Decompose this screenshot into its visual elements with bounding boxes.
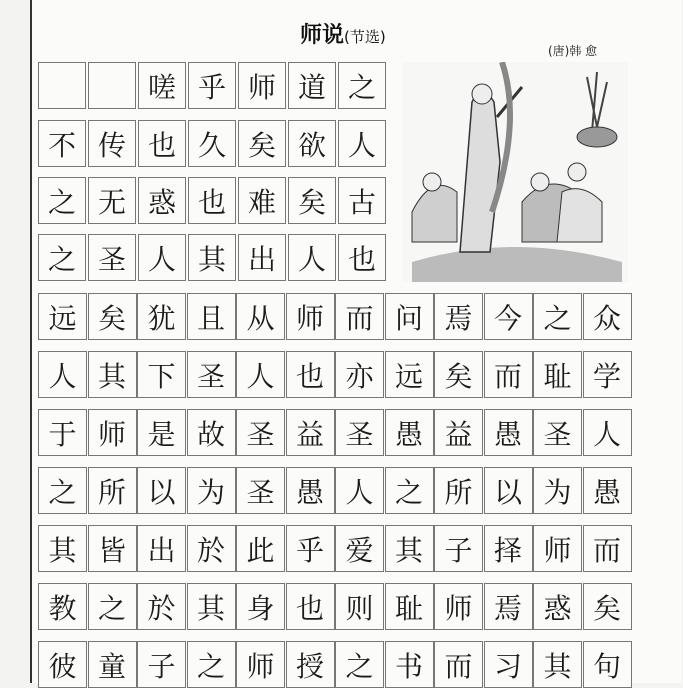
character: 择 [493,533,522,567]
page-title [300,18,386,49]
grid-cell [187,467,236,514]
grid-cell [434,351,483,398]
long-row [38,467,632,514]
grid-cell [286,641,335,688]
character: 师 [246,649,275,683]
grid-cell [236,467,285,514]
long-row [38,583,632,630]
character: 益 [444,417,473,451]
character [39,63,85,108]
grid-cell [533,293,582,340]
grid-cell [187,525,236,572]
character: 也 [147,128,176,162]
grid-cell [286,293,335,340]
character: 矣 [297,185,326,219]
grid-cell [286,409,335,456]
character: 也 [197,185,226,219]
character: 於 [147,591,176,625]
character: 其 [97,359,126,393]
grid-cell [533,467,582,514]
grid-cell [38,234,86,281]
grid-cell [88,234,136,281]
grid-cell [38,62,86,109]
grid-cell [335,641,384,688]
character: 圣 [246,417,275,451]
grid-cell [138,120,186,167]
grid-cell [88,62,136,109]
grid-cell [38,293,87,340]
character: 师 [295,301,324,335]
character: 惑 [543,591,572,625]
grid-cell [434,525,483,572]
grid-cell [335,293,384,340]
long-row [38,525,632,572]
character: 愚 [592,475,621,509]
long-row [38,641,632,688]
grid-cell [484,525,533,572]
character: 惑 [147,185,176,219]
character: 矣 [97,301,126,335]
character: 以 [147,475,176,509]
character: 欲 [297,128,326,162]
character: 圣 [246,475,275,509]
grid-cell [288,234,336,281]
grid-cell [385,525,434,572]
character: 久 [197,128,226,162]
character [89,63,135,108]
character: 而 [444,649,473,683]
grid-cell [335,467,384,514]
grid-cell [533,525,582,572]
grid-cell [236,351,285,398]
character: 焉 [493,591,522,625]
character: 之 [394,475,423,509]
grid-cell [385,583,434,630]
grid-cell [188,234,236,281]
character: 下 [147,359,176,393]
grid-cell [88,641,137,688]
character: 之 [48,475,77,509]
grid-cell [286,525,335,572]
character: 句 [592,649,621,683]
character: 师 [97,417,126,451]
grid-cell [88,120,136,167]
grid-cell [137,293,186,340]
grid-cell [583,641,632,688]
grid-cell [484,583,533,630]
grid-cell [583,351,632,398]
grid-cell [533,409,582,456]
character: 无 [97,185,126,219]
grid-cell [338,234,386,281]
grid-cell [434,641,483,688]
grid-cell [583,409,632,456]
character: 耻 [543,359,572,393]
character: 之 [47,185,76,219]
grid-cell [138,234,186,281]
grid-cell [335,409,384,456]
character: 之 [97,591,126,625]
grid-cell [385,641,434,688]
character: 之 [196,649,225,683]
grid-cell [385,351,434,398]
grid-cell [88,467,137,514]
grid-cell [38,467,87,514]
character: 而 [592,533,621,567]
grid-cell [238,177,286,224]
grid-cell [434,409,483,456]
grid-cell [137,525,186,572]
character: 愚 [493,417,522,451]
short-row [38,120,388,167]
character: 为 [196,475,225,509]
long-row [38,293,632,340]
character: 矣 [592,591,621,625]
character: 人 [48,359,77,393]
character: 其 [394,533,423,567]
grid-cell [484,351,533,398]
character: 愚 [295,475,324,509]
grid-cell [583,467,632,514]
character: 嗟 [147,70,176,104]
character: 是 [147,417,176,451]
grid-cell [236,409,285,456]
character: 爱 [345,533,374,567]
character: 之 [543,301,572,335]
character: 其 [196,591,225,625]
grid-cell [484,293,533,340]
grid-cell [385,293,434,340]
character: 也 [347,242,376,276]
character: 之 [347,70,376,104]
character: 人 [592,417,621,451]
character: 为 [543,475,572,509]
character: 人 [246,359,275,393]
grid-cell [188,62,236,109]
character: 也 [295,359,324,393]
character: 於 [196,533,225,567]
grid-cell [137,467,186,514]
long-row [38,351,632,398]
character: 亦 [345,359,374,393]
grid-cell [533,583,582,630]
character: 且 [196,301,225,335]
grid-cell [88,177,136,224]
short-row [38,177,388,224]
short-row [38,234,388,281]
grid-cell [38,120,86,167]
character: 以 [493,475,522,509]
character: 古 [347,185,376,219]
grid-cell [338,177,386,224]
character: 之 [345,649,374,683]
character: 而 [345,301,374,335]
short-row [38,62,388,109]
character: 彼 [48,649,77,683]
grid-cell [38,351,87,398]
grid-cell [88,351,137,398]
grid-cell [38,409,87,456]
grid-cell [583,293,632,340]
character: 故 [196,417,225,451]
grid-cell [335,351,384,398]
grid-cell [484,409,533,456]
grid-cell [583,525,632,572]
grid-cell [187,583,236,630]
character: 传 [97,128,126,162]
character: 人 [297,242,326,276]
character: 从 [246,301,275,335]
character: 圣 [97,242,126,276]
grid-cell [338,120,386,167]
grid-cell [236,293,285,340]
character: 于 [48,417,77,451]
grid-cell [138,62,186,109]
grid-cell [238,120,286,167]
character: 出 [147,533,176,567]
character: 愚 [394,417,423,451]
grid-cell [38,177,86,224]
character: 所 [444,475,473,509]
character: 学 [592,359,621,393]
character: 不 [47,128,76,162]
character: 书 [394,649,423,683]
grid-cell [137,641,186,688]
character: 耻 [394,591,423,625]
character: 此 [246,533,275,567]
grid-cell [88,583,137,630]
grid-cell [88,525,137,572]
grid-cell [187,293,236,340]
character: 焉 [444,301,473,335]
grid-cell [434,293,483,340]
grid-cell [188,120,236,167]
grid-cell [138,177,186,224]
character: 乎 [197,70,226,104]
character: 师 [247,70,276,104]
grid-cell [236,583,285,630]
character: 圣 [345,417,374,451]
grid-cell [533,641,582,688]
character: 其 [543,649,572,683]
character: 身 [246,591,275,625]
grid-cell [187,409,236,456]
character: 人 [347,128,376,162]
grid-cell [137,351,186,398]
character: 授 [295,649,324,683]
character: 矣 [444,359,473,393]
grid-cell [38,525,87,572]
character: 子 [444,533,473,567]
character: 之 [47,242,76,276]
grid-cell [236,641,285,688]
character: 其 [197,242,226,276]
grid-cell [238,62,286,109]
character: 远 [394,359,423,393]
character: 今 [493,301,522,335]
grid-cell [434,467,483,514]
illustration-teacher-students [402,62,628,282]
character: 而 [493,359,522,393]
grid-cell [88,409,137,456]
character: 道 [297,70,326,104]
character: 圣 [543,417,572,451]
grid-cell [533,351,582,398]
character: 问 [394,301,423,335]
grid-cell [187,351,236,398]
character: 所 [97,475,126,509]
title-main: 师说 [300,23,345,48]
character: 则 [345,591,374,625]
grid-cell [286,467,335,514]
long-row [38,409,632,456]
grid-cell [137,583,186,630]
character: 师 [543,533,572,567]
grid-cell [236,525,285,572]
grid-cell [385,467,434,514]
grid-cell [288,120,336,167]
character: 乎 [295,533,324,567]
grid-cell [335,525,384,572]
grid-cell [288,177,336,224]
character: 习 [493,649,522,683]
character: 出 [247,242,276,276]
author: (唐)韩 愈 [548,44,598,58]
character: 益 [295,417,324,451]
character: 远 [48,301,77,335]
title-sub: (节选) [344,28,386,46]
character: 师 [444,591,473,625]
character: 也 [295,591,324,625]
grid-cell [335,583,384,630]
character: 人 [345,475,374,509]
grid-cell [338,62,386,109]
character: 童 [97,649,126,683]
grid-cell [238,234,286,281]
character: 其 [48,533,77,567]
grid-cell [188,177,236,224]
character: 皆 [97,533,126,567]
grid-cell [38,641,87,688]
grid-cell [187,641,236,688]
character: 众 [592,301,621,335]
grid-cell [38,583,87,630]
character: 教 [48,591,77,625]
character: 难 [247,185,276,219]
character: 圣 [196,359,225,393]
character: 子 [147,649,176,683]
character: 犹 [147,301,176,335]
grid-cell [434,583,483,630]
grid-cell [484,641,533,688]
character: 矣 [247,128,276,162]
grid-cell [583,583,632,630]
grid-cell [286,583,335,630]
grid-cell [288,62,336,109]
grid-cell [286,351,335,398]
grid-cell [88,293,137,340]
grid-cell [137,409,186,456]
grid-cell [484,467,533,514]
grid-cell [385,409,434,456]
character: 人 [147,242,176,276]
